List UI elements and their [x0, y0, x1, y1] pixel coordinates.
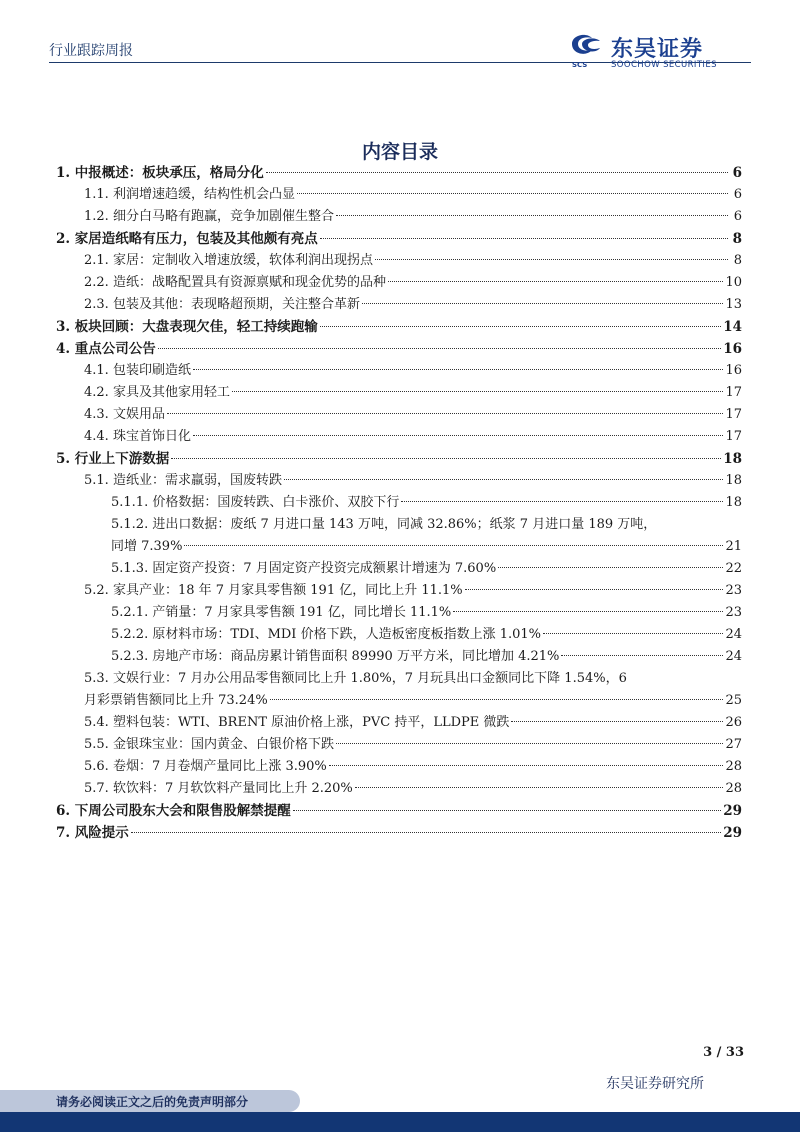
toc-entry[interactable]	[56, 294, 742, 316]
dot-leader	[293, 810, 721, 811]
toc-entry-page: 29	[723, 825, 742, 841]
toc-entry-title: 5. 行业上下游数据	[56, 451, 170, 467]
brand-logo	[566, 30, 746, 74]
dot-leader	[193, 369, 724, 370]
dot-leader	[543, 633, 723, 634]
toc-entry-page: 23	[725, 583, 742, 598]
dot-leader	[498, 567, 723, 568]
toc-entry-page: 18	[723, 451, 742, 467]
toc-entry-title: 5.2.3. 房地产市场：商品房累计销售面积 89990 万平方米，同比增加 4.21%	[111, 649, 560, 664]
page-number: 3 / 33	[703, 1045, 744, 1060]
toc-entry[interactable]	[56, 360, 742, 382]
dot-leader	[375, 259, 728, 260]
toc-entry-page: 24	[725, 649, 742, 664]
toc-entry[interactable]	[56, 602, 742, 624]
dot-leader	[336, 215, 728, 216]
toc-entry-title: 5.7. 软饮料：7 月软饮料产量同比上升 2.20%	[84, 781, 353, 796]
toc-entry[interactable]	[56, 756, 742, 778]
toc-entry[interactable]	[56, 404, 742, 426]
dot-leader	[453, 611, 723, 612]
toc-title: 内容目录	[361, 141, 438, 163]
toc-entry[interactable]	[56, 338, 742, 360]
toc-entry[interactable]	[56, 558, 742, 580]
dot-leader	[158, 348, 721, 349]
toc-entry-title-continued: 月彩票销售额同比上升 73.24%	[84, 693, 268, 708]
toc-entry[interactable]	[56, 624, 742, 646]
toc-entry[interactable]	[56, 778, 742, 800]
table-of-contents	[56, 162, 742, 844]
toc-entry-page: 22	[725, 561, 742, 576]
toc-entry-title-continued: 同增 7.39%	[111, 539, 183, 554]
toc-entry-page: 28	[725, 759, 742, 774]
toc-entry-page: 25	[725, 693, 742, 708]
dot-leader	[320, 326, 721, 327]
toc-entry-title: 5.2.1. 产销量：7 月家具零售额 191 亿，同比增长 11.1%	[111, 605, 452, 620]
toc-entry-title: 4. 重点公司公告	[56, 341, 156, 357]
dot-leader	[270, 699, 724, 700]
toc-entry[interactable]	[56, 668, 742, 712]
toc-entry-title: 2.1. 家居：定制收入增速放缓，软体利润出现拐点	[84, 253, 373, 268]
toc-entry-page: 17	[725, 385, 742, 400]
toc-entry[interactable]	[56, 448, 742, 470]
toc-entry-title: 4.4. 珠宝首饰日化	[84, 429, 191, 444]
toc-entry-title: 5.1.2. 进出口数据：废纸 7 月进口量 143 万吨，同减 32.86%；纸浆 7 月进口量 189 万吨，	[111, 517, 657, 532]
toc-entry-page: 18	[725, 495, 742, 510]
dot-leader	[362, 303, 724, 304]
toc-entry[interactable]	[56, 316, 742, 338]
toc-entry-page: 10	[725, 275, 742, 290]
toc-entry-page: 6	[733, 209, 742, 224]
toc-entry-title: 5.6. 卷烟：7 月卷烟产量同比上涨 3.90%	[84, 759, 327, 774]
footer-band	[0, 1112, 800, 1132]
toc-entry[interactable]	[56, 800, 742, 822]
toc-entry-title: 5.5. 金银珠宝业：国内黄金、白银价格下跌	[84, 737, 334, 752]
toc-entry-title: 5.4. 塑料包装：WTI、BRENT 原油价格上涨，PVC 持平，LLDPE 微跌	[84, 715, 510, 730]
toc-entry[interactable]	[56, 822, 742, 844]
toc-entry[interactable]	[56, 492, 742, 514]
report-type-label: 行业跟踪周报	[49, 43, 133, 59]
toc-entry-page: 17	[725, 429, 742, 444]
toc-entry[interactable]	[56, 250, 742, 272]
dot-leader	[284, 479, 724, 480]
toc-entry[interactable]	[56, 228, 742, 250]
institute-name: 东吴证券研究所	[606, 1076, 704, 1092]
toc-entry-title: 1.2. 细分白马略有跑赢，竞争加剧催生整合	[84, 209, 334, 224]
toc-entry-page: 17	[725, 407, 742, 422]
toc-entry-page: 14	[723, 319, 742, 335]
toc-entry-page: 27	[725, 737, 742, 752]
brand-logo-text: SCS	[572, 61, 588, 69]
toc-entry-title: 7. 风险提示	[56, 825, 129, 841]
brand-name-en: SOOCHOW SECURITIES	[611, 60, 717, 70]
toc-entry[interactable]	[56, 712, 742, 734]
toc-entry[interactable]	[56, 514, 742, 558]
scs-logo-icon	[566, 30, 606, 60]
toc-entry[interactable]	[56, 272, 742, 294]
dot-leader	[266, 172, 728, 173]
dot-leader	[401, 501, 723, 502]
toc-entry-page: 8	[733, 253, 742, 268]
disclaimer-text: 请务必阅读正文之后的免责声明部分	[56, 1095, 249, 1109]
toc-entry-page: 21	[725, 539, 742, 554]
toc-entry-title: 5.3. 文娱行业：7 月办公用品零售额同比上升 1.80%，7 月玩具出口金额同比下降 1.54%，6	[84, 671, 627, 686]
dot-leader	[511, 721, 723, 722]
toc-entry-page: 6	[733, 187, 742, 202]
dot-leader	[171, 458, 721, 459]
toc-entry-title: 5.1. 造纸业：需求羸弱，国废转跌	[84, 473, 282, 488]
toc-entry-title: 1. 中报概述：板块承压，格局分化	[56, 165, 264, 181]
toc-entry-page: 29	[723, 803, 742, 819]
toc-entry-page: 23	[725, 605, 742, 620]
toc-entry-title: 5.2. 家具产业：18 年 7 月家具零售额 191 亿，同比上升 11.1%	[84, 583, 463, 598]
toc-entry[interactable]	[56, 206, 742, 228]
dot-leader	[167, 413, 724, 414]
dot-leader	[388, 281, 724, 282]
toc-entry-title: 4.3. 文娱用品	[84, 407, 165, 422]
toc-entry-title: 3. 板块回顾：大盘表现欠佳，轻工持续跑输	[56, 319, 318, 335]
toc-entry-title: 2. 家居造纸略有压力，包装及其他颇有亮点	[56, 231, 318, 247]
toc-entry[interactable]	[56, 470, 742, 492]
toc-entry[interactable]	[56, 162, 742, 184]
toc-entry-title: 6. 下周公司股东大会和限售股解禁提醒	[56, 803, 291, 819]
toc-entry[interactable]	[56, 382, 742, 404]
dot-leader	[336, 743, 724, 744]
dot-leader	[561, 655, 723, 656]
toc-entry-page: 24	[725, 627, 742, 642]
dot-leader	[355, 787, 724, 788]
toc-entry-title: 2.2. 造纸：战略配置具有资源禀赋和现金优势的品种	[84, 275, 386, 290]
dot-leader	[329, 765, 724, 766]
toc-entry-title: 5.1.1. 价格数据：国废转跌、白卡涨价、双胶下行	[111, 495, 400, 510]
dot-leader	[320, 238, 728, 239]
toc-entry-page: 28	[725, 781, 742, 796]
toc-entry[interactable]	[56, 184, 742, 206]
toc-entry-title: 5.1.3. 固定资产投资：7 月固定资产投资完成额累计增速为 7.60%	[111, 561, 497, 576]
toc-entry-title: 2.3. 包装及其他：表现略超预期，关注整合革新	[84, 297, 360, 312]
toc-entry[interactable]	[56, 426, 742, 448]
dot-leader	[131, 832, 721, 833]
dot-leader	[465, 589, 724, 590]
toc-entry-page: 16	[723, 341, 742, 357]
toc-entry[interactable]	[56, 646, 742, 668]
toc-entry-title: 5.2.2. 原材料市场：TDI、MDI 价格下跌，人造板密度板指数上涨 1.01%	[111, 627, 542, 642]
toc-entry-page: 8	[732, 231, 742, 247]
brand-name-cn: 东吴证券	[611, 37, 704, 62]
toc-entry-title: 4.2. 家具及其他家用轻工	[84, 385, 230, 400]
dot-leader	[232, 391, 724, 392]
toc-entry-page: 18	[725, 473, 742, 488]
disclaimer-banner	[0, 1090, 300, 1112]
toc-entry[interactable]	[56, 734, 742, 756]
toc-entry-title: 1.1. 利润增速趋缓，结构性机会凸显	[84, 187, 295, 202]
dot-leader	[184, 545, 723, 546]
dot-leader	[297, 193, 728, 194]
toc-entry-title: 4.1. 包装印刷造纸	[84, 363, 191, 378]
toc-entry[interactable]	[56, 580, 742, 602]
toc-entry-page: 26	[725, 715, 742, 730]
dot-leader	[193, 435, 724, 436]
toc-entry-page: 13	[725, 297, 742, 312]
toc-entry-page: 6	[732, 165, 742, 181]
toc-entry-page: 16	[725, 363, 742, 378]
